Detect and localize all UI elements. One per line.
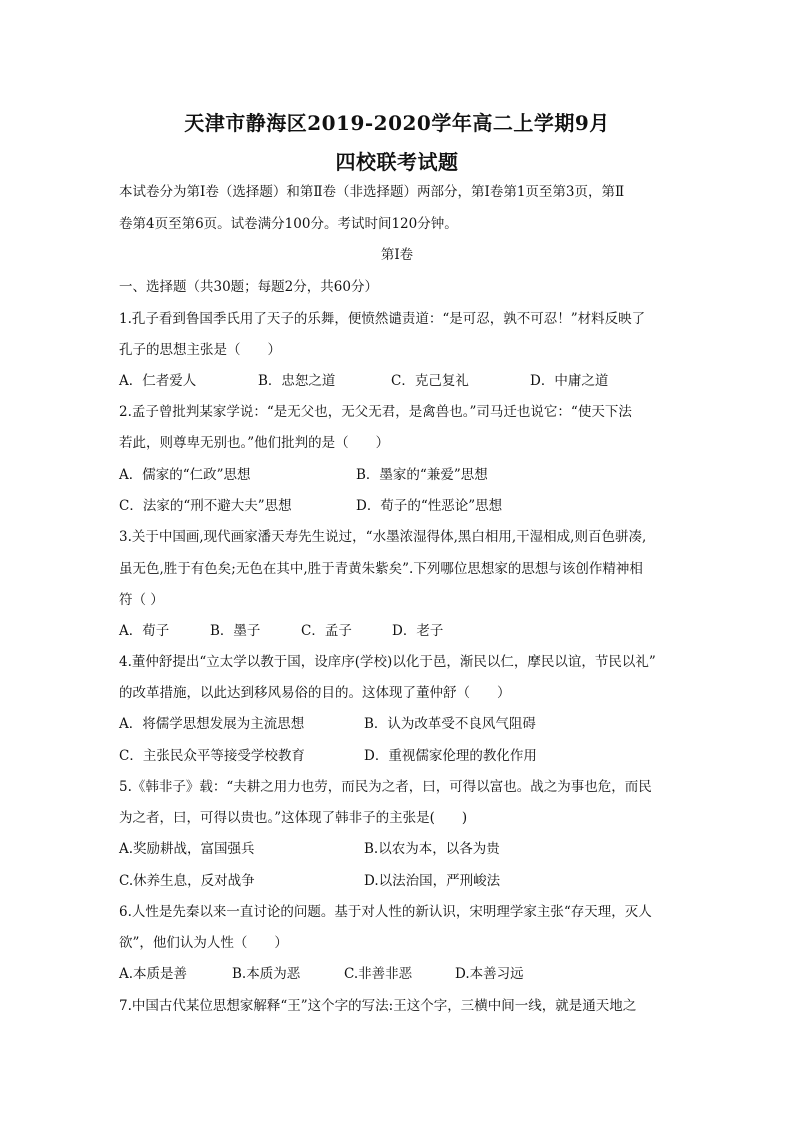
question-1-option-d: D．中庸之道 [530, 373, 609, 389]
question-2-line-2: 若此，则尊卑无别也。”他们批判的是（ ） [119, 435, 390, 451]
volume-label: 第Ⅰ卷 [380, 247, 414, 263]
question-5-line-2: 为之者，曰，可得以贵也。”这体现了韩非子的主张是( ) [119, 810, 468, 826]
question-1-option-c: C．克己复礼 [391, 373, 469, 389]
question-6-line-1: 6.人性是先秦以来一直讨论的问题。基于对人性的新认识，宋明理学家主张“存天理，灭人 [119, 904, 652, 920]
question-5-option-d: D.以法治国，严刑峻法 [364, 873, 501, 889]
question-1-option-a: A．仁者爱人 [119, 373, 197, 389]
question-2-option-d: D．荀子的“性恶论”思想 [356, 498, 503, 514]
question-4-option-c: C．主张民众平等接受学校教育 [119, 748, 305, 764]
question-6-line-2: 欲”，他们认为人性（ ） [119, 935, 288, 951]
question-2-option-a: A．儒家的“仁政”思想 [119, 467, 251, 483]
question-4-line-1: 4.董仲舒提出“立太学以教于国，设庠序(学校)以化于邑，渐民以仁，摩民以谊，节民以礼” [119, 654, 656, 670]
question-5-option-b: B.以农为本，以各为贵 [364, 841, 500, 857]
exam-title-line1: 天津市静海区2019-2020学年高二上学期9月 [184, 111, 610, 135]
question-5-option-a: A.奖励耕战，富国强兵 [119, 841, 255, 857]
question-3-line-1: 3.关于中国画,现代画家潘天寿先生说过，“水墨浓湿得体,黑白相用,干湿相成,则百色骈凑, [119, 529, 647, 545]
question-6-option-d: D.本善习远 [455, 966, 524, 982]
intro-line1: 本试卷分为第Ⅰ卷（选择题）和第Ⅱ卷（非选择题）两部分，第Ⅰ卷第1页至第3页，第Ⅱ [119, 184, 625, 200]
question-7-line-1: 7.中国古代某位思想家解释“王”这个字的写法:王这个字，三横中间一线，就是通天地之 [119, 998, 637, 1014]
part-heading: 一、选择题（共30题；每题2分，共60分） [119, 279, 378, 295]
question-4-line-2: 的改革措施，以此达到移风易俗的目的。这体现了董仲舒（ ） [119, 685, 511, 701]
question-3-line-2: 虽无色,胜于有色矣;无色在其中,胜于青黄朱紫矣”.下列哪位思想家的思想与该创作精神相 [119, 561, 643, 577]
question-2-option-b: B．墨家的“兼爱”思想 [356, 467, 488, 483]
question-6-option-b: B.本质为恶 [232, 966, 301, 982]
intro-line2: 卷第4页至第6页。试卷满分100分。考试时间120分钟。 [119, 216, 458, 232]
question-2-option-c: C．法家的“刑不避大夫”思想 [119, 498, 292, 514]
question-5-line-1: 5.《韩非子》载：“夫耕之用力也劳，而民为之者，曰，可得以富也。战之为事也危，而民 [119, 779, 652, 795]
question-4-option-d: D．重视儒家伦理的教化作用 [364, 748, 537, 764]
question-1-line-2: 孔子的思想主张是（ ） [119, 342, 281, 358]
question-3-option-a: A．荀子 [119, 623, 170, 639]
exam-title-line2: 四校联考试题 [335, 150, 459, 174]
question-5-option-c: C.休养生息，反对战争 [119, 873, 255, 889]
question-6-option-a: A.本质是善 [119, 966, 188, 982]
question-6-option-c: C.非善非恶 [344, 966, 413, 982]
question-3-option-c: C．孟子 [301, 623, 352, 639]
question-2-line-1: 2.孟子曾批判某家学说：“是无父也，无父无君，是禽兽也。”司马迁也说它：“使天下法 [119, 404, 632, 420]
question-4-option-b: B．认为改革受不良风气阻碍 [364, 716, 536, 732]
question-1-option-b: B．忠恕之道 [258, 373, 336, 389]
question-3-option-d: D．老子 [392, 623, 444, 639]
question-3-line-3: 符（ ） [119, 592, 164, 608]
question-4-option-a: A．将儒学思想发展为主流思想 [119, 716, 305, 732]
question-3-option-b: B．墨子 [210, 623, 261, 639]
question-1-line-1: 1.孔子看到鲁国季氏用了天子的乐舞，便愤然谴责道：“是可忍，孰不可忍！”材料反映了 [119, 311, 646, 327]
